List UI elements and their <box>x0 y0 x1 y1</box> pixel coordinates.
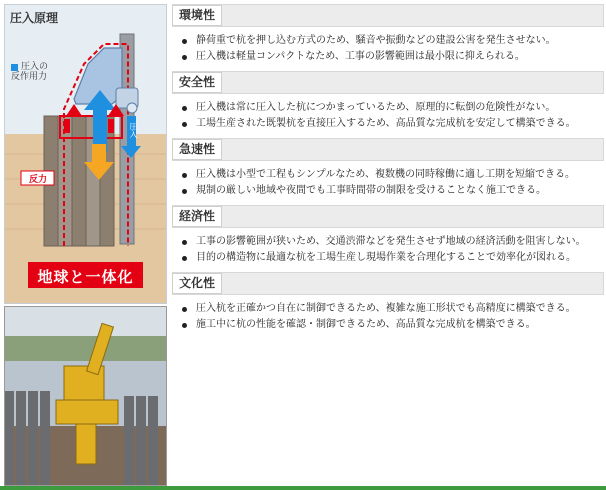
bullet-list <box>172 167 604 199</box>
list-item <box>182 317 604 333</box>
bullet-icon <box>182 323 187 328</box>
section-header <box>172 138 604 161</box>
bullet-icon <box>182 106 187 111</box>
reaction-force-label: 反力 <box>28 175 47 185</box>
reaction-label-line2: 反作用力 <box>11 72 48 82</box>
bullet-icon <box>182 122 187 127</box>
reaction-label-line1: 圧入の <box>21 62 49 72</box>
list-item-text: 工事の影響範囲が狭いため、交通渋滞などを発生させず地域の経済活動を阻害しない。 <box>196 236 586 247</box>
press-label: 圧入 <box>129 122 138 138</box>
bullet-list <box>172 100 604 132</box>
bullet-icon <box>182 189 187 194</box>
section-title: 安全性 <box>172 72 222 93</box>
features-content <box>172 4 604 339</box>
list-item-text: 施工中に杭の性能を確認・制御できるため、高品質な完成杭を構築できる。 <box>196 319 536 330</box>
bullet-icon <box>182 240 187 245</box>
section-title: 文化性 <box>172 273 222 294</box>
list-item <box>182 167 604 183</box>
section-economy <box>172 205 604 266</box>
legend-square <box>11 64 18 71</box>
press-principle-diagram <box>4 4 167 304</box>
list-item <box>182 116 604 132</box>
bullet-list <box>172 234 604 266</box>
bullet-list <box>172 33 604 65</box>
section-header <box>172 71 604 94</box>
footer-rule <box>0 486 606 490</box>
list-item-text: 圧入杭を正確かつ自在に制御できるため、複雑な施工形状でも高精度に構築できる。 <box>196 303 576 314</box>
section-header <box>172 205 604 228</box>
list-item-text: 静荷重で杭を押し込む方式のため、騒音や振動などの建設公害を発生させない。 <box>196 35 556 46</box>
diagram-illustration <box>4 4 167 304</box>
list-item-text: 圧入機は常に圧入した杭につかまっているため、原理的に転倒の危険性がない。 <box>196 102 556 113</box>
section-safety <box>172 71 604 132</box>
banner-text: 地球と一体化 <box>37 268 134 286</box>
list-item-text: 規制の厳しい地域や夜間でも工事時間帯の制限を受けることなく施工できる。 <box>196 185 546 196</box>
section-header <box>172 272 604 295</box>
reaction-label <box>11 62 49 82</box>
list-item <box>182 49 604 65</box>
list-item <box>182 33 604 49</box>
list-item <box>182 301 604 317</box>
section-title: 急速性 <box>172 139 222 160</box>
section-header <box>172 4 604 27</box>
list-item <box>182 100 604 116</box>
section-speed <box>172 138 604 199</box>
construction-photo-illustration <box>4 306 167 486</box>
list-item-text: 目的の構造物に最適な杭を工場生産し現場作業を合理化することで効率化が図れる。 <box>196 252 576 263</box>
bullet-icon <box>182 39 187 44</box>
bullet-list <box>172 301 604 333</box>
list-item-text: 圧入機は軽量コンパクトなため、工事の影響範囲は最小限に抑えられる。 <box>196 51 525 62</box>
list-item-text: 工場生産された既製杭を直接圧入するため、高品質な完成杭を安定して構築できる。 <box>196 118 576 129</box>
construction-photo <box>4 306 167 486</box>
section-title: 経済性 <box>172 206 222 227</box>
diagram-title: 圧入原理 <box>10 11 59 25</box>
list-item-text: 圧入機は小型で工程もシンプルなため、複数機の同時稼働に適し工期を短縮できる。 <box>196 169 575 180</box>
bullet-icon <box>182 55 187 60</box>
section-culture <box>172 272 604 333</box>
list-item <box>182 183 604 199</box>
list-item <box>182 250 604 266</box>
bullet-icon <box>182 256 187 261</box>
bullet-icon <box>182 173 187 178</box>
section-environment <box>172 4 604 65</box>
section-title: 環境性 <box>172 5 222 26</box>
list-item <box>182 234 604 250</box>
bullet-icon <box>182 307 187 312</box>
